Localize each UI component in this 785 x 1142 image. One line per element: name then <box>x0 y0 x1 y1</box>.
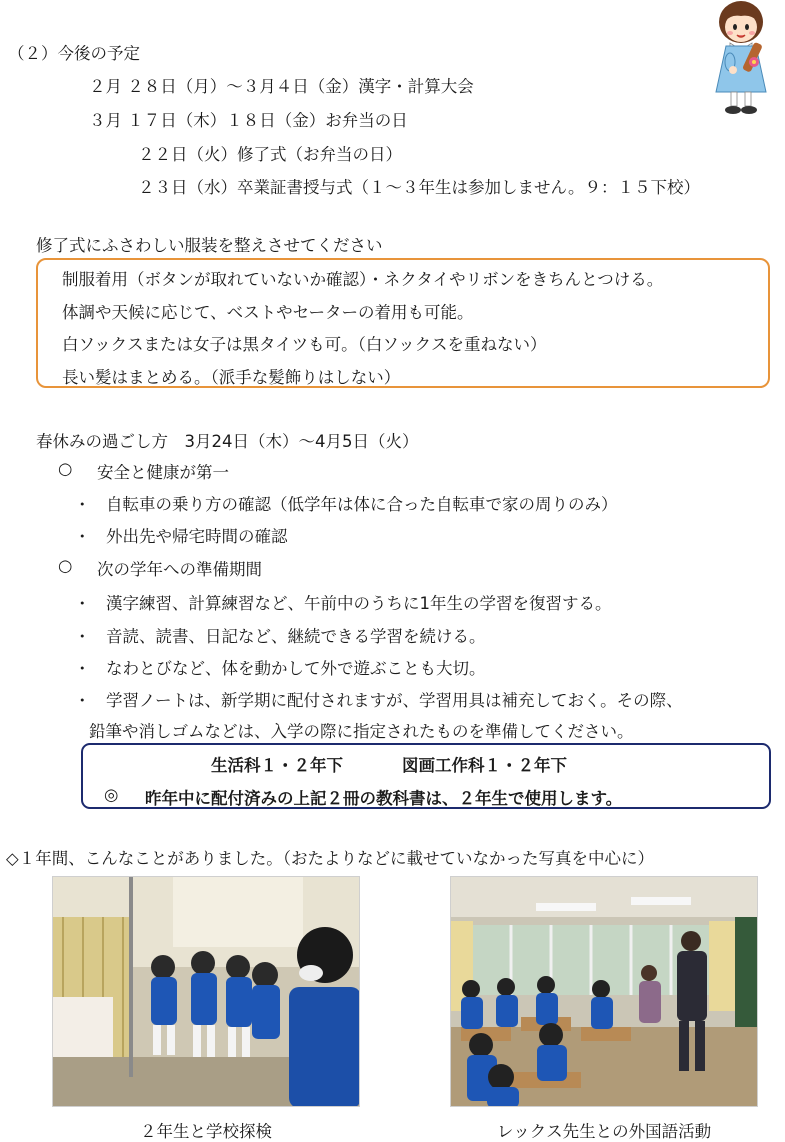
attire-item-1: 制服着用（ボタンが取れていないか確認）・ネクタイやリボンをきちんとつける。 <box>62 270 664 289</box>
textbook-life-science: 生活科１・２年下 <box>211 756 343 775</box>
spring-heading: 春休みの過ごし方 3月24日（木）～4月5日（火） <box>36 432 419 451</box>
bullet-item: 漢字練習、計算練習など、午前中のうちに1年生の学習を復習する。 <box>106 594 612 613</box>
bullet-mark: ・ <box>74 495 91 514</box>
photo-caption-2: レックス先生との外国語活動 <box>496 1122 712 1141</box>
schedule-line-2: ３月 １７日（木）１８日（金）お弁当の日 <box>89 111 408 130</box>
bullet-mark: ・ <box>74 691 91 710</box>
textbook-notice-text: 昨年中に配付済みの上記２冊の教科書は、２年生で使用します。 <box>145 789 623 808</box>
bullet-item: なわとびなど、体を動かして外で遊ぶことも大切。 <box>106 659 486 678</box>
double-circle-mark: ◎ <box>104 785 119 804</box>
textbook-arts-crafts: 図画工作科１・２年下 <box>402 756 567 775</box>
schedule-line-1: ２月 ２８日（月）～３月４日（金）漢字・計算大会 <box>89 77 474 96</box>
bullet-item: 自転車の乗り方の確認（低学年は体に合った自転車で家の周りのみ） <box>106 495 618 514</box>
bullet-continuation: 鉛筆や消しゴムなどは、入学の際に指定されたものを準備してください。 <box>89 722 634 741</box>
schedule-line-3: ２２日（火）修了式（お弁当の日） <box>138 145 402 164</box>
section-title-preparation: 次の学年への準備期間 <box>97 560 262 579</box>
schedule-heading: （２）今後の予定 <box>8 44 140 63</box>
bullet-mark: ・ <box>74 594 91 613</box>
photo-school-exploration <box>52 876 360 1107</box>
schedule-line-4: ２３日（水）卒業証書授与式（１～３年生は参加しません。９：１５下校） <box>138 178 700 197</box>
photo-foreign-language <box>450 876 758 1107</box>
section-marker-1: ○ <box>58 459 73 478</box>
bullet-mark: ・ <box>74 527 91 546</box>
attire-item-2: 体調や天候に応じて、ベストやセーターの着用も可能。 <box>62 303 474 322</box>
bullet-item: 音読、読書、日記など、継続できる学習を続ける。 <box>106 627 486 646</box>
bullet-mark: ・ <box>74 627 91 646</box>
year-review-heading: ◇１年間、こんなことがありました。（おたよりなどに載せていなかった写真を中心に） <box>6 849 654 868</box>
bullet-item: 学習ノートは、新学期に配付されますが、学習用具は補充しておく。その際、 <box>106 691 683 710</box>
attire-item-3: 白ソックスまたは女子は黒タイツも可。（白ソックスを重ねない） <box>62 335 547 354</box>
schoolgirl-illustration <box>706 0 776 118</box>
section-title-safety: 安全と健康が第一 <box>97 463 229 482</box>
attire-item-4: 長い髪はまとめる。（派手な髪飾りはしない） <box>62 368 401 387</box>
bullet-mark: ・ <box>74 659 91 678</box>
attire-heading: 修了式にふさわしい服装を整えさせてください <box>36 236 383 255</box>
photo-caption-1: ２年生と学校探検 <box>140 1122 272 1141</box>
section-marker-2: ○ <box>58 556 73 575</box>
bullet-item: 外出先や帰宅時間の確認 <box>106 527 288 546</box>
